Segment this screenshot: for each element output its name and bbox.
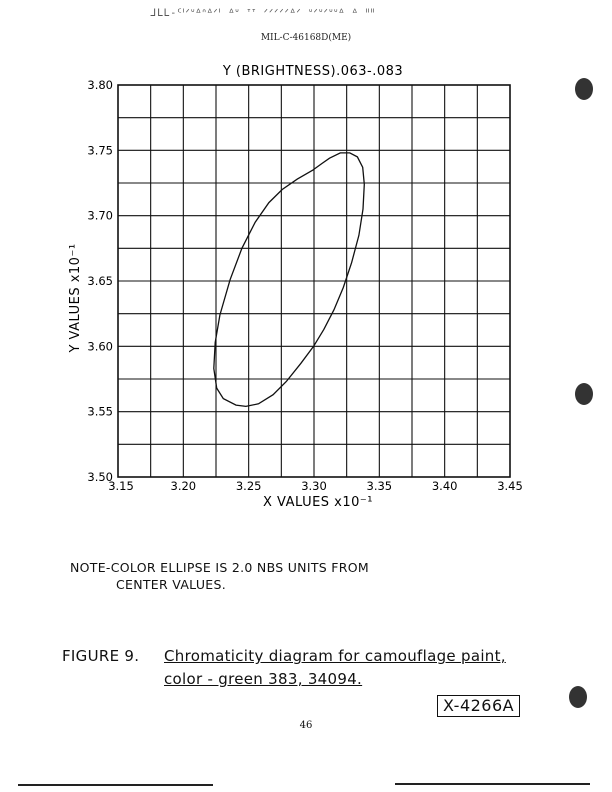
page-number: 46 (299, 720, 313, 731)
drawing-number-box: X-4266A (437, 695, 520, 717)
bottom-rule-left (18, 784, 213, 786)
note-text (70, 559, 369, 593)
scan-header-line: ᒧᒪᒪ-ᑦᑊᐟᐡᐞᐢᐞᐟᑊ ᐞᐡ ᐪᐪ ᐟᐟᐟᐟᐟᐞᐟ ᐡᐟᐡᐟᐡᐡᐞ ᐞ ᐦᐦ (150, 8, 376, 19)
x-tick-label: 3.35 (366, 479, 393, 493)
x-tick-label: 3.25 (235, 479, 262, 493)
y-tick-label: 3.80 (87, 78, 113, 92)
x-tick-label: 3.15 (108, 479, 134, 493)
y-tick-label: 3.60 (87, 339, 113, 354)
x-tick-label: 3.45 (497, 479, 523, 493)
y-tick-label: 3.50 (87, 470, 113, 484)
y-tick-label: 3.65 (87, 274, 113, 288)
document-id: MIL-C-46168D(ME) (260, 33, 352, 43)
binder-hole-middle (575, 383, 593, 405)
y-axis-label: Y VALUES x10⁻¹ (68, 243, 83, 353)
binder-hole-bottom (569, 686, 587, 708)
figure-label: FIGURE 9. (62, 647, 140, 665)
y-tick-label: 3.70 (87, 208, 113, 223)
x-axis-label: X VALUES x10⁻¹ (262, 495, 374, 510)
binder-hole-top (575, 78, 593, 100)
y-tick-labels (87, 78, 113, 484)
caption-line-1: Chromaticity diagram for camouflage paint, (164, 647, 506, 665)
chart-grid (118, 85, 510, 477)
figure-caption (62, 645, 506, 691)
x-tick-label: 3.30 (301, 479, 327, 493)
x-tick-labels (108, 479, 523, 493)
caption-line-2: color - green 383, 34094. (164, 670, 363, 688)
note-line-1: NOTE-COLOR ELLIPSE IS 2.0 NBS UNITS FROM (70, 560, 369, 575)
y-tick-label: 3.75 (87, 143, 113, 158)
color-ellipse (214, 153, 364, 407)
x-tick-label: 3.40 (431, 479, 458, 493)
y-tick-label: 3.55 (87, 404, 113, 419)
x-tick-label: 3.20 (170, 479, 197, 493)
chart-title: Y (BRIGHTNESS).063-.083 (222, 64, 404, 79)
bottom-rule-right (395, 783, 590, 785)
note-line-2: CENTER VALUES. (116, 577, 226, 592)
